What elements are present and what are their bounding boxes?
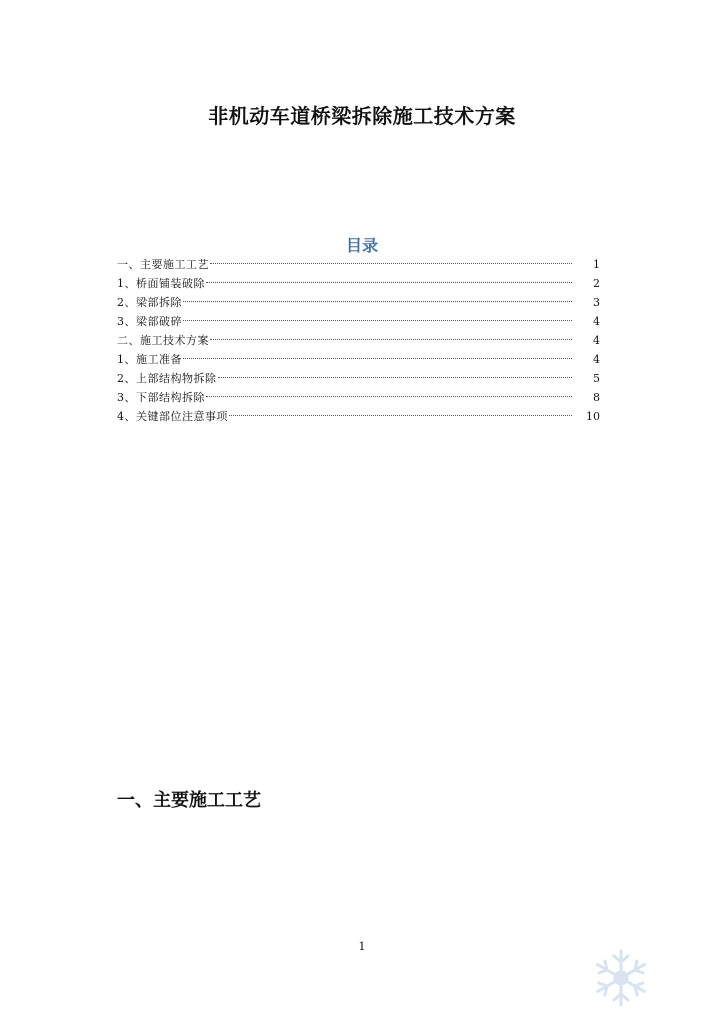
toc-entry-label: 2、梁部拆除 <box>117 296 182 309</box>
document-title: 非机动车道桥梁拆除施工技术方案 <box>208 104 516 128</box>
toc-leader-dots <box>210 339 572 340</box>
toc-entry-label: 一、主要施工工艺 <box>117 258 209 271</box>
toc-entry[interactable] <box>117 369 600 388</box>
table-of-contents <box>117 255 600 426</box>
toc-entry-page: 1 <box>593 258 600 271</box>
toc-entry-page: 4 <box>593 353 600 366</box>
toc-entry[interactable] <box>117 274 600 293</box>
toc-entry[interactable] <box>117 350 600 369</box>
toc-entry-page: 4 <box>593 315 600 328</box>
toc-entry-label: 二、施工技术方案 <box>117 334 209 347</box>
toc-entry-page: 8 <box>593 391 600 404</box>
toc-entry[interactable] <box>117 388 600 407</box>
snowflake-logo-icon <box>588 945 654 1011</box>
toc-entry-label: 1、施工准备 <box>117 353 182 366</box>
toc-heading: 目录 <box>345 236 378 255</box>
toc-entry-page: 3 <box>593 296 600 309</box>
toc-leader-dots <box>183 320 572 321</box>
toc-entry-label: 3、下部结构拆除 <box>117 391 205 404</box>
toc-entry[interactable] <box>117 331 600 350</box>
toc-entry-label: 2、上部结构物拆除 <box>117 372 217 385</box>
page-number: 1 <box>358 940 366 953</box>
toc-entry-page: 2 <box>593 277 600 290</box>
toc-leader-dots <box>206 282 572 283</box>
toc-leader-dots <box>229 415 572 416</box>
toc-entry[interactable] <box>117 407 600 426</box>
toc-entry-label: 4、关键部位注意事项 <box>117 410 228 423</box>
toc-entry-label: 3、梁部破碎 <box>117 315 182 328</box>
toc-entry[interactable] <box>117 255 600 274</box>
toc-leader-dots <box>218 377 573 378</box>
section-heading: 一、主要施工工艺 <box>117 790 261 811</box>
toc-leader-dots <box>183 301 572 302</box>
toc-leader-dots <box>210 263 572 264</box>
toc-entry-label: 1、桥面铺装破除 <box>117 277 205 290</box>
toc-entry-page: 4 <box>593 334 600 347</box>
toc-leader-dots <box>183 358 572 359</box>
toc-leader-dots <box>206 396 572 397</box>
toc-entry[interactable] <box>117 312 600 331</box>
toc-entry-page: 5 <box>593 372 600 385</box>
toc-entry[interactable] <box>117 293 600 312</box>
toc-entry-page: 10 <box>586 410 600 423</box>
